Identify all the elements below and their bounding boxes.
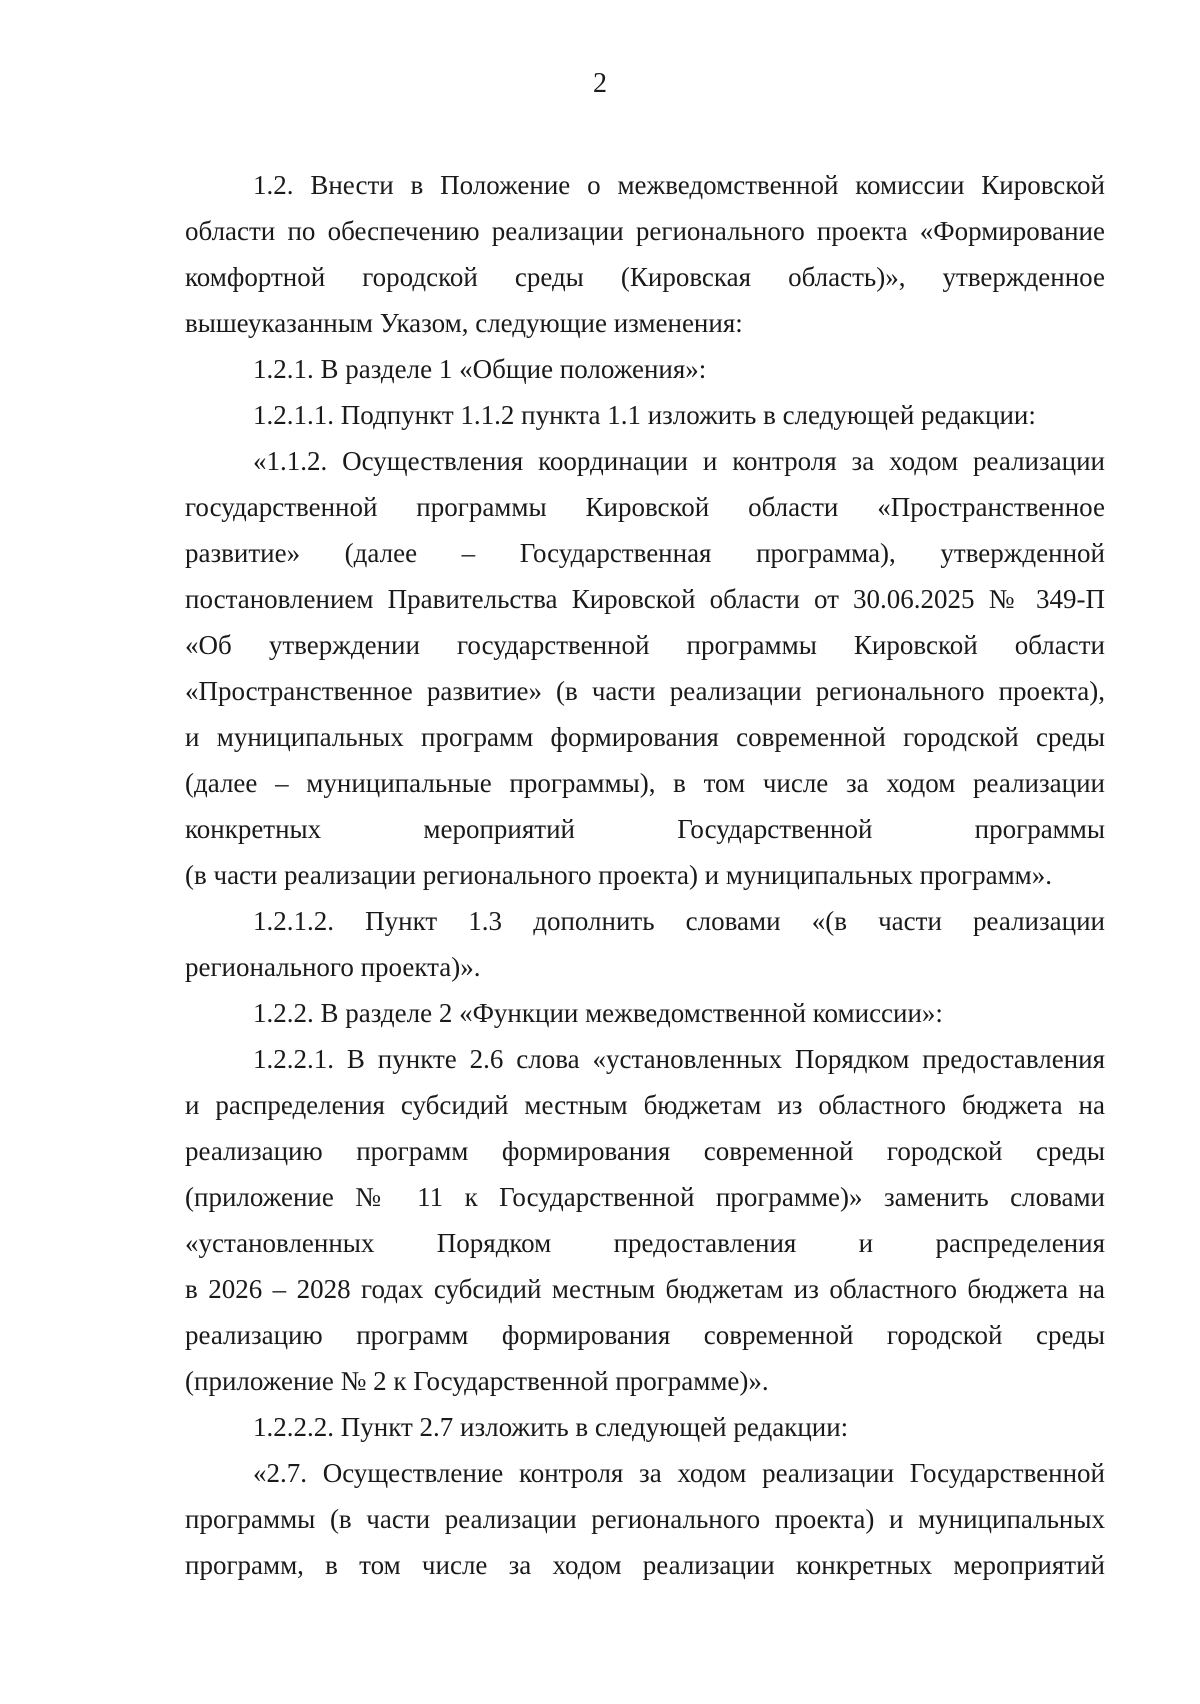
text-line: (приложение № 2 к Государственной программе)».: [185, 1366, 769, 1396]
text-line: (далее – муниципальные программы), в том числе за ходом реализации: [185, 768, 1105, 798]
text-line: вышеуказанным Указом, следующие изменения:: [185, 308, 743, 338]
text-line: «2.7. Осуществление контроля за ходом реализации Государственной: [253, 1458, 1105, 1488]
document-body: [185, 162, 1105, 1588]
text-line: государственной программы Кировской области «Пространственное: [185, 492, 1105, 522]
text-line: постановлением Правительства Кировской области от 30.06.2025 № 349-П: [185, 584, 1105, 614]
text-line: реализацию программ формирования современной городской среды: [185, 1320, 1105, 1350]
text-line: 1.2.2.1. В пункте 2.6 слова «установленных Порядком предоставления: [253, 1044, 1105, 1074]
text-line: в 2026 – 2028 годах субсидий местным бюджетам из областного бюджета на: [185, 1274, 1105, 1304]
text-line: и распределения субсидий местным бюджетам из областного бюджета на: [185, 1090, 1105, 1120]
text-line: (в части реализации регионального проекта) и муниципальных программ».: [185, 860, 1052, 890]
text-line: 1.2.2. В разделе 2 «Функции межведомственной комиссии»:: [253, 998, 943, 1028]
text-line: «Пространственное развитие» (в части реализации регионального проекта),: [185, 676, 1105, 706]
text-line: 1.2. Внести в Положение о межведомственной комиссии Кировской: [253, 170, 1105, 200]
text-line: конкретных мероприятий Государственной программы: [185, 814, 1105, 844]
text-line: «установленных Порядком предоставления и распределения: [185, 1228, 1105, 1258]
text-line: программ, в том числе за ходом реализации конкретных мероприятий: [185, 1550, 1105, 1580]
text-line: (приложение № 11 к Государственной программе)» заменить словами: [185, 1182, 1105, 1212]
text-line: программы (в части реализации регионального проекта) и муниципальных: [185, 1504, 1105, 1534]
text-line: реализацию программ формирования современной городской среды: [185, 1136, 1105, 1166]
page-number: 2: [593, 68, 607, 99]
text-line: регионального проекта)».: [185, 952, 481, 982]
text-line: 1.2.1. В разделе 1 «Общие положения»:: [253, 354, 707, 384]
text-line: 1.2.1.1. Подпункт 1.1.2 пункта 1.1 изложить в следующей редакции:: [253, 400, 1036, 430]
text-line: и муниципальных программ формирования современной городской среды: [185, 722, 1105, 752]
text-line: 1.2.1.2. Пункт 1.3 дополнить словами «(в части реализации: [253, 906, 1105, 936]
text-line: развитие» (далее – Государственная программа), утвержденной: [185, 538, 1105, 568]
text-line: «Об утверждении государственной программы Кировской области: [185, 630, 1105, 660]
text-line: области по обеспечению реализации регионального проекта «Формирование: [185, 216, 1105, 246]
text-line: 1.2.2.2. Пункт 2.7 изложить в следующей редакции:: [253, 1412, 849, 1442]
text-line: комфортной городской среды (Кировская область)», утвержденное: [185, 262, 1105, 292]
text-line: «1.1.2. Осуществления координации и контроля за ходом реализации: [253, 446, 1105, 476]
